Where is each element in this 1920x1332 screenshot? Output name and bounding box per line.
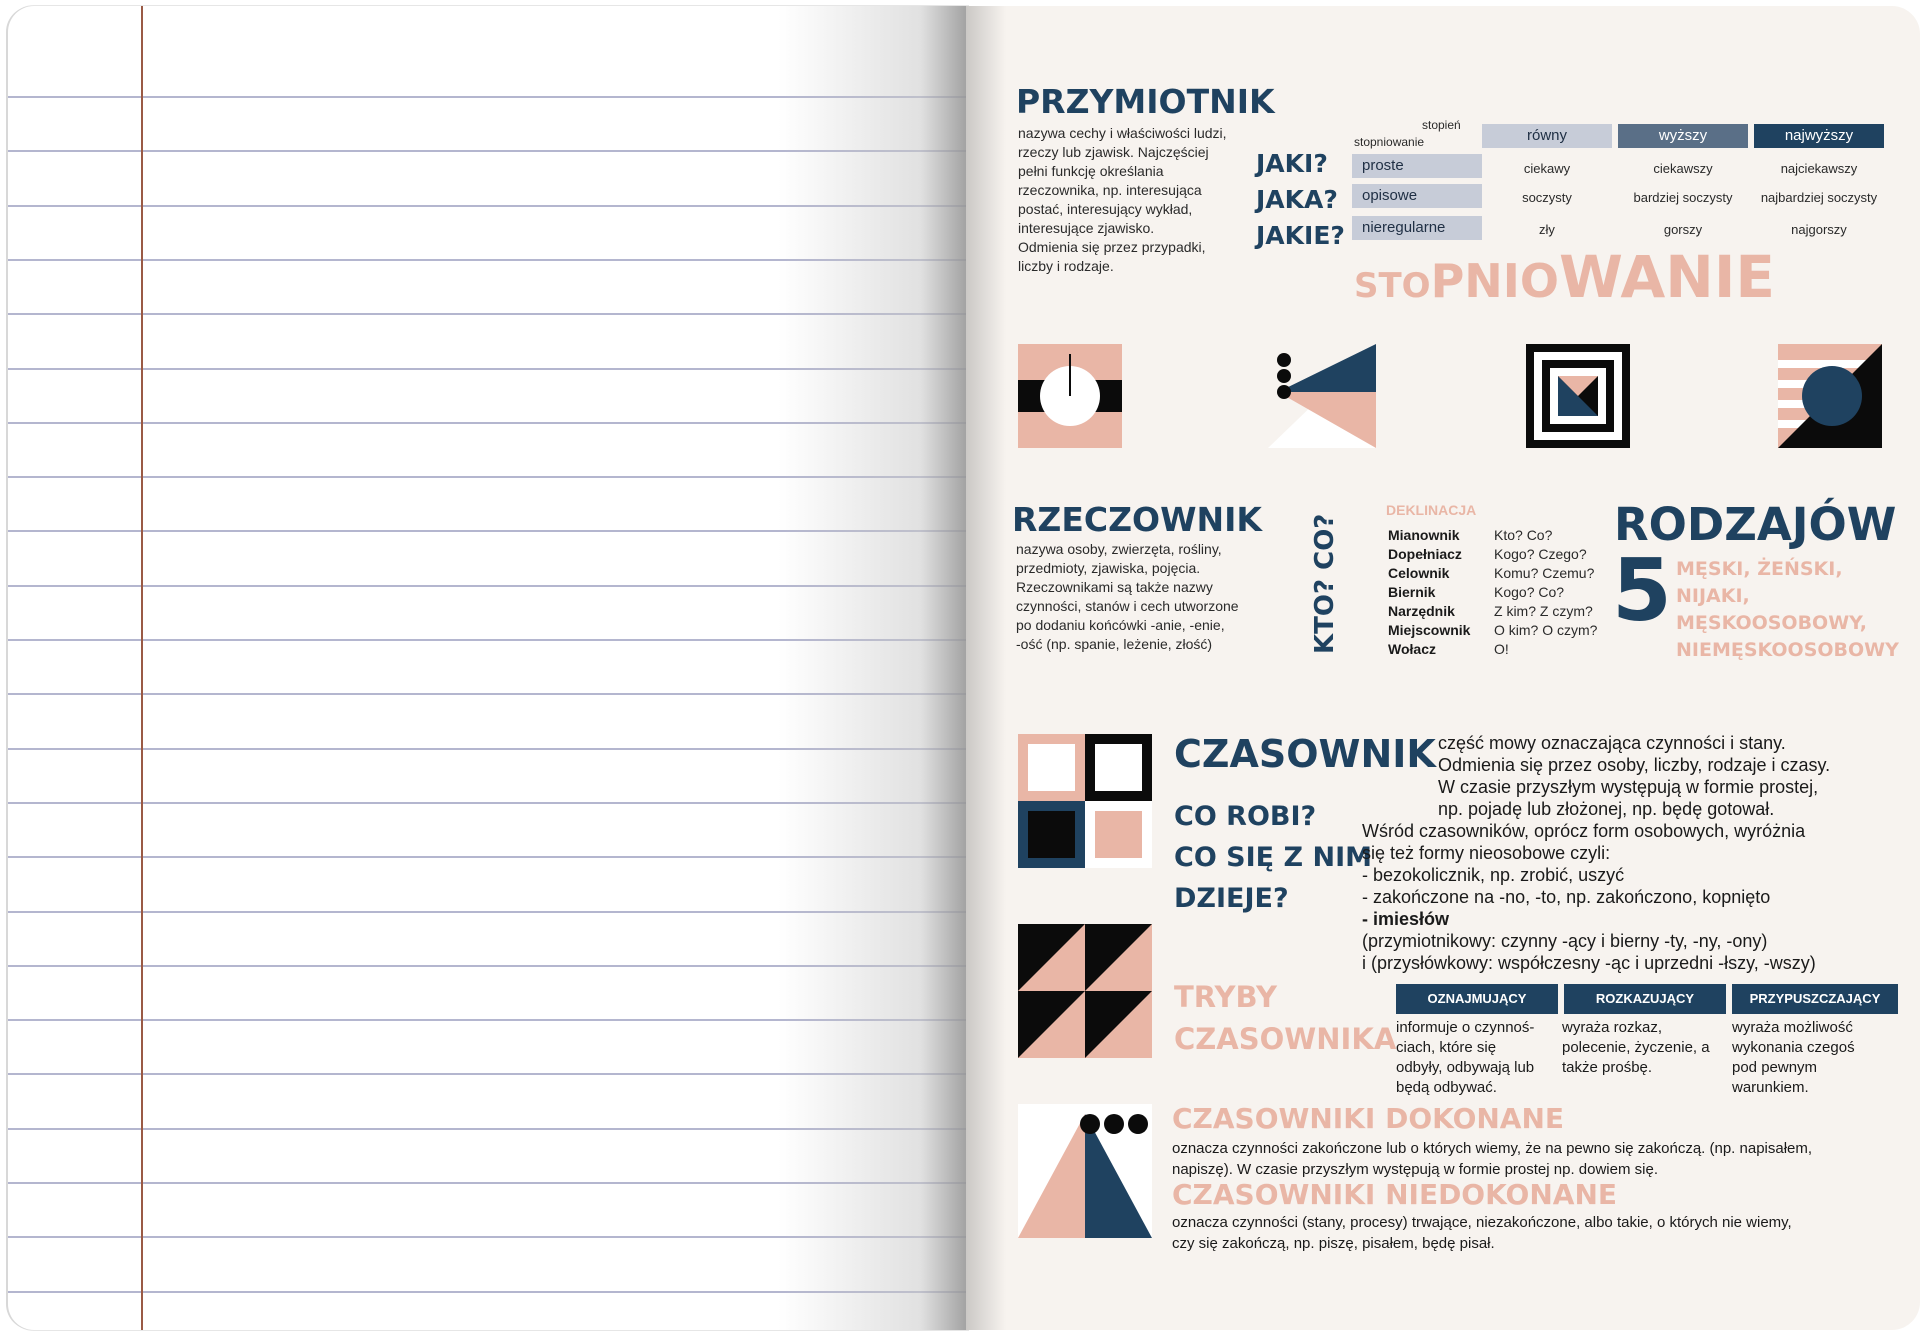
text-line: pod pewnym bbox=[1732, 1059, 1818, 1076]
genders-list bbox=[1676, 556, 1920, 664]
table-cell: zły bbox=[1539, 222, 1555, 237]
case-question: Kogo? Co? bbox=[1494, 584, 1565, 600]
noun-question-vertical: KTO? CO? bbox=[1310, 513, 1340, 654]
case-question: O kim? O czym? bbox=[1494, 622, 1598, 638]
genders-title: RODZAJÓW bbox=[1614, 498, 1897, 551]
declension-cases bbox=[1388, 526, 1470, 659]
text-line: oznacza czynności (stany, procesy) trwające, niezakończone, albo takie, o których nie wiemy, bbox=[1172, 1214, 1792, 1231]
moods-title bbox=[1174, 976, 1396, 1060]
degree-header-higher: wyższy bbox=[1618, 124, 1748, 148]
text-line: (przymiotnikowy: czynny -ący i bierny -ty, -ny, -ony) bbox=[1362, 931, 1768, 951]
text-line: rzeczownika, np. interesująca bbox=[1018, 182, 1202, 198]
gender-line: MĘSKI, ŻEŃSKI, NIJAKI, bbox=[1676, 558, 1843, 607]
banner-part: PNIO bbox=[1430, 254, 1560, 308]
text-line: także prośbę. bbox=[1562, 1059, 1653, 1076]
text-line: część mowy oznaczająca czynności i stany. bbox=[1438, 733, 1786, 753]
text-line: po dodaniu końcówki -anie, -enie, bbox=[1016, 617, 1225, 633]
text-line: odbyły, odbywają lub bbox=[1396, 1059, 1535, 1076]
adjective-description bbox=[1018, 124, 1263, 276]
text-line: nazywa cechy i właściwości ludzi, bbox=[1018, 125, 1227, 141]
perfective-description bbox=[1172, 1138, 1892, 1180]
mood-conditional-desc bbox=[1732, 1018, 1897, 1098]
gutter-shadow-right bbox=[966, 6, 1006, 1330]
case-question: Kto? Co? bbox=[1494, 527, 1553, 543]
noun-title: RZECZOWNIK bbox=[1012, 500, 1262, 539]
triangle-grid-shape-icon bbox=[1018, 924, 1152, 1058]
question: JAKI? bbox=[1256, 149, 1328, 178]
triangle-three-dots-shape-icon bbox=[1018, 1104, 1152, 1238]
mood-imperative-label: ROZKAZUJĄCY bbox=[1564, 984, 1726, 1014]
row-label-descriptive: opisowe bbox=[1352, 184, 1482, 208]
text-line: czy się zakończą, np. piszę, pisałem, będę pisał. bbox=[1172, 1235, 1495, 1252]
text-line: TRYBY bbox=[1174, 980, 1278, 1014]
case-name: Dopełniacz bbox=[1388, 546, 1462, 562]
text-line: CZASOWNIKA bbox=[1174, 1022, 1397, 1056]
banner-part: STO bbox=[1354, 266, 1431, 306]
case-name: Mianownik bbox=[1388, 527, 1460, 543]
ruled-page bbox=[8, 6, 968, 1330]
verb-questions bbox=[1174, 796, 1372, 919]
mood-indicative-desc bbox=[1396, 1018, 1561, 1098]
table-corner-top: stopień bbox=[1422, 118, 1461, 132]
imperfective-title: CZASOWNIKI NIEDOKONANE bbox=[1172, 1178, 1618, 1211]
case-question: O! bbox=[1494, 641, 1509, 657]
case-name: Narzędnik bbox=[1388, 603, 1455, 619]
table-cell: bardziej soczysty bbox=[1633, 190, 1733, 205]
text-line: postać, interesujący wykład, bbox=[1018, 201, 1193, 217]
case-question: Kogo? Czego? bbox=[1494, 546, 1587, 562]
text-line: i (przysłówkowy: współczesny -ąc i uprzedni -łszy, -wszy) bbox=[1362, 953, 1816, 973]
text-line: polecenie, życzenie, a bbox=[1562, 1039, 1710, 1056]
text-line: wykonania czegoś bbox=[1732, 1039, 1855, 1056]
table-cell: ciekawy bbox=[1523, 161, 1571, 176]
striped-circle-shape-icon bbox=[1778, 344, 1882, 448]
text-line: - imiesłów bbox=[1362, 909, 1450, 929]
text-line: interesujące zjawisko. bbox=[1018, 220, 1155, 236]
text-line: Rzeczownikami są także nazwy bbox=[1016, 579, 1213, 595]
text-line: warunkiem. bbox=[1732, 1079, 1809, 1096]
banner-part: WANIE bbox=[1559, 243, 1776, 311]
row-label-irregular: nieregularne bbox=[1352, 216, 1482, 240]
text-line: informuje o czynnoś- bbox=[1396, 1019, 1535, 1036]
text-line: -ość (np. spanie, leżenie, złość) bbox=[1016, 636, 1213, 652]
table-cell: najgorszy bbox=[1791, 222, 1847, 237]
text-line: przedmioty, zjawiska, pojęcia. bbox=[1016, 560, 1201, 576]
text-line: będą odbywać. bbox=[1396, 1079, 1497, 1096]
genders-count: 5 bbox=[1612, 541, 1672, 641]
table-corner-bottom: stopniowanie bbox=[1354, 135, 1425, 149]
mood-imperative-desc bbox=[1562, 1018, 1727, 1078]
verb-title: CZASOWNIK bbox=[1174, 732, 1436, 776]
text-line: Odmienia się przez osoby, liczby, rodzaje i czasy. bbox=[1438, 755, 1831, 775]
degree-header-highest: najwyższy bbox=[1754, 124, 1884, 148]
text-line: np. pojadę lub złożonej, np. będę gotował. bbox=[1438, 799, 1775, 819]
checker-squares-shape-icon bbox=[1018, 734, 1152, 868]
text-line: ciach, które się bbox=[1396, 1039, 1497, 1056]
case-name: Biernik bbox=[1388, 584, 1436, 600]
mood-conditional-label: PRZYPUSZCZAJĄCY bbox=[1732, 984, 1898, 1014]
nested-squares-shape-icon bbox=[1526, 344, 1630, 448]
margin-line bbox=[141, 6, 143, 1330]
question: CO ROBI? bbox=[1174, 801, 1317, 832]
text-line: pełni funkcję określania bbox=[1018, 163, 1164, 179]
noun-description bbox=[1016, 540, 1286, 654]
table-cell: ciekawszy bbox=[1653, 161, 1713, 176]
gender-line: NIEMĘSKOOSOBOWY bbox=[1676, 639, 1899, 661]
table-cell: najbardziej soczysty bbox=[1760, 190, 1878, 205]
mood-indicative-label: OZNAJMUJĄCY bbox=[1396, 984, 1558, 1014]
text-line: W czasie przyszłym występują w formie prostej, bbox=[1438, 777, 1819, 797]
declension-title: DEKLINACJA bbox=[1386, 502, 1477, 518]
table-cell: soczysty bbox=[1522, 190, 1572, 205]
text-line: się też formy nieosobowe czyli: bbox=[1362, 843, 1611, 863]
grammar-info-page bbox=[966, 6, 1920, 1330]
question: DZIEJE? bbox=[1174, 883, 1289, 914]
text-line: napiszę). W czasie przyszłym występują w formie prostej np. dowiem się. bbox=[1172, 1161, 1658, 1178]
text-line: czynności, stanów i cech utworzone bbox=[1016, 598, 1239, 614]
text-line: wyraża rozkaz, bbox=[1562, 1019, 1663, 1036]
case-name: Celownik bbox=[1388, 565, 1450, 581]
table-cell: gorszy bbox=[1663, 222, 1703, 237]
degree-header-equal: równy bbox=[1482, 124, 1612, 148]
row-label-simple: proste bbox=[1352, 154, 1482, 178]
perfective-title: CZASOWNIKI DOKONANE bbox=[1172, 1102, 1565, 1135]
gutter-shadow bbox=[778, 6, 968, 1330]
gradation-banner bbox=[1354, 242, 1775, 327]
verb-description bbox=[1362, 732, 1896, 974]
text-line: oznacza czynności zakończone lub o których wiemy, że na pewno się zakończą. (np. napisałem, bbox=[1172, 1140, 1813, 1157]
imperfective-description bbox=[1172, 1212, 1892, 1254]
triangle-dots-shape-icon bbox=[1268, 344, 1378, 448]
case-question: Komu? Czemu? bbox=[1494, 565, 1595, 581]
text-line: rzeczy lub zjawisk. Najczęściej bbox=[1018, 144, 1209, 160]
gender-line: MĘSKOOSOBOWY, bbox=[1676, 612, 1868, 634]
case-name: Miejscownik bbox=[1388, 622, 1471, 638]
declension-questions bbox=[1494, 526, 1597, 659]
question: CO SIĘ Z NIM bbox=[1174, 842, 1372, 873]
case-name: Wołacz bbox=[1388, 641, 1436, 657]
table-cell: najciekawszy bbox=[1780, 161, 1858, 176]
text-line: Odmienia się przez przypadki, bbox=[1018, 239, 1206, 255]
text-line: - zakończone na -no, -to, np. zakończono, kopnięto bbox=[1362, 887, 1771, 907]
question: JAKA? bbox=[1256, 185, 1338, 214]
text-line: liczby i rodzaje. bbox=[1018, 258, 1114, 274]
text-line: nazywa osoby, zwierzęta, rośliny, bbox=[1016, 541, 1222, 557]
circle-stripe-shape-icon bbox=[1018, 344, 1122, 448]
text-line: Wśród czasowników, oprócz form osobowych, wyróżnia bbox=[1362, 821, 1806, 841]
case-question: Z kim? Z czym? bbox=[1494, 603, 1593, 619]
question: JAKIE? bbox=[1256, 221, 1345, 250]
adjective-title: PRZYMIOTNIK bbox=[1016, 82, 1275, 121]
text-line: wyraża możliwość bbox=[1732, 1019, 1853, 1036]
adjective-questions bbox=[1256, 146, 1345, 254]
text-line: - bezokolicznik, np. zrobić, uszyć bbox=[1362, 865, 1625, 885]
